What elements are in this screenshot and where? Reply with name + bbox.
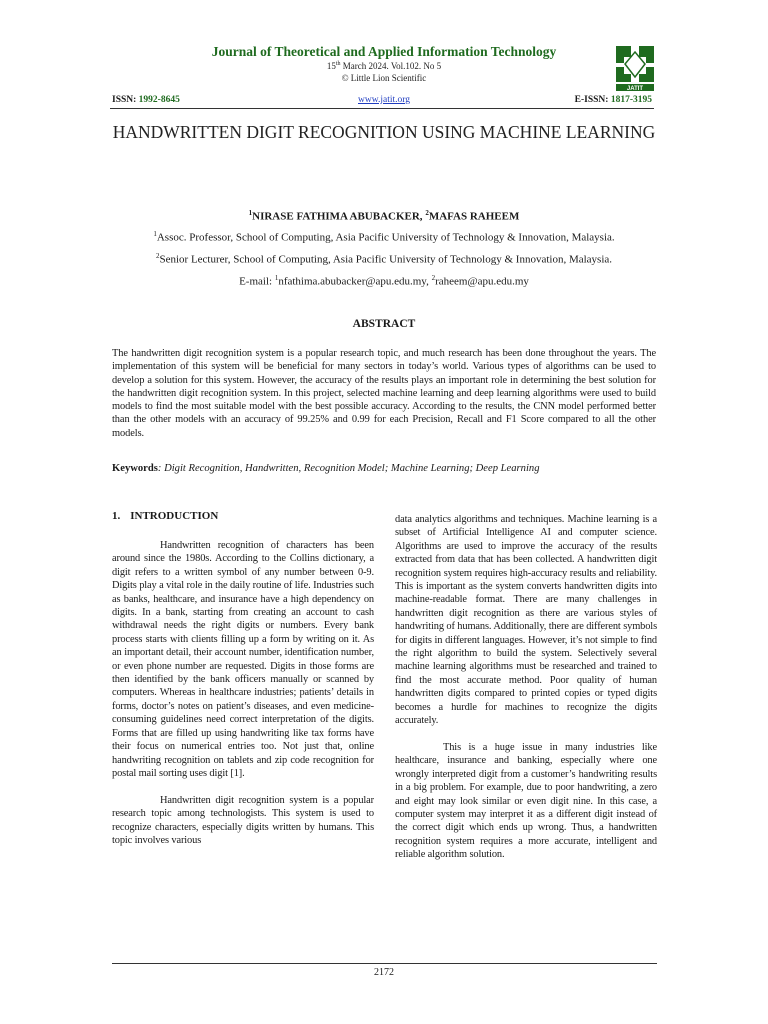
header-divider [110, 108, 654, 109]
email1-sup: 1 [274, 274, 279, 282]
jatit-logo-icon [612, 44, 658, 92]
eissn [575, 95, 652, 105]
affil2-text: Senior Lecturer, School of Computing, Asia Pacific University of Technology & Innovation, Malaysia. [159, 253, 613, 266]
right-column [395, 513, 657, 862]
keywords-line [112, 463, 656, 474]
page-number: 2172 [374, 967, 394, 978]
email1[interactable]: nfathima.abubacker@apu.edu.my, [278, 275, 432, 288]
issn-value: 1992-8645 [138, 95, 180, 105]
author2: MAFAS RAHEEM [428, 210, 520, 223]
email2-sup: 2 [431, 274, 436, 282]
email-label: E-mail: [239, 275, 275, 288]
jatit-logo [612, 44, 658, 92]
affil1-sup: 1 [153, 230, 157, 238]
authors [0, 209, 768, 223]
eissn-label: E-ISSN: [574, 95, 611, 105]
affil1-text: Assoc. Professor, School of Computing, Asia Pacific University of Technology & Innovation, Malaysia. [156, 231, 615, 244]
section-heading [112, 510, 218, 522]
left-column [112, 539, 374, 847]
abstract-body: The handwritten digit recognition system is a popular research topic, and much research has been done throughout the years. The implementation of this system will be beneficial for many sectors in today’s world. Various types of algorithms can be used to develop a solution for this system. However, the accuracy of the results plays an important role in determining the best solution for the handwritten digit recognition system. In this project, selected machine learning and deep learning algorithms were used to build models to find the most suitable model with the best possible accuracy. According to the results, the CNN model performed better than the other models with an accuracy of 99.25% and 0.99 for each Precision, Recall and F1 Score compared to all the other models. [112, 348, 656, 439]
logo-text: JATIT [626, 86, 644, 92]
author1: NIRASE FATHIMA ABUBACKER, [252, 210, 426, 223]
keywords-label: Keywords [112, 463, 158, 474]
keywords-values: : Digit Recognition, Handwritten, Recognition Model; Machine Learning; Deep Learning [157, 463, 540, 474]
paper-title: HANDWRITTEN DIGIT RECOGNITION USING MACHINE LEARNING [112, 122, 656, 142]
issn-label: ISSN: [112, 95, 139, 105]
affiliation-2 [0, 252, 768, 266]
journal-title: Journal of Theoretical and Applied Information Technology [211, 44, 557, 59]
website-link[interactable]: www.jatit.org [358, 95, 410, 105]
footer-divider [112, 963, 657, 964]
section-title: INTRODUCTION [130, 510, 219, 522]
affiliation-1 [0, 230, 768, 244]
eissn-value: 1817-3195 [610, 95, 652, 105]
right-paragraph-2: This is a huge issue in many industries like healthcare, insurance and banking, especially where one wrongly interpreted digit from a customer’s handwriting results in a big problem. For example, due to poor handwriting, a zero and eight may look similar or even digit nine. In this case, a computer system may interpret it as a different digit instead of the correct digit which ends up wrong. Thus, a handwritten recognition system requires a more accurate, intelligent and reliable algorithm solution. [395, 741, 657, 861]
left-paragraph-1: Handwritten recognition of characters has been around since the 1980s. According to the Collins dictionary, a digit refers to a written symbol of any number between 0-9. Digits play a vital role in the daily routine of life. Industries such as banks, healthcare, and insurance have a high dependency on digits. In a bank, starting from creating an account to cash withdrawal needs the right digits or numbers. Every bank process starts with clients filling up a form by writing on it. As an important detail, their account number, identification number, or even phone number are requested. Digits in those forms are then identified by the bank officers manually or scanned by computers. Whereas in healthcare industries; patients’ details in forms, doctor’s notes on patient’s diseases, and even medicine-consuming guidelines need correct interpretation of the digits. Forms that are filled up using handwriting like tax forms have their focus on numerical entries too. Not just that, online handwriting recognition on tablets and zip code recognition for postal mail sorting uses digit [1]. [112, 540, 374, 779]
affil2-sup: 2 [155, 252, 160, 260]
publisher-line: © Little Lion Scientific [341, 73, 427, 83]
left-paragraph-2: Handwritten digit recognition system is a popular research topic among technologists. This system is used to recognize characters, especially digits written by humans. This topic involves various [112, 794, 374, 846]
abstract-heading: ABSTRACT [352, 318, 416, 330]
author1-sup: 1 [248, 209, 253, 217]
email-line [0, 274, 768, 288]
author2-sup: 2 [425, 209, 429, 217]
section-number: 1. [112, 510, 121, 522]
issue-day: 15 [326, 61, 336, 71]
website-line [0, 95, 768, 105]
issue-day-suffix: th [335, 61, 341, 67]
issue-rest: March 2024. Vol.102. No 5 [340, 61, 442, 71]
right-paragraph-1: data analytics algorithms and techniques. Machine learning is a subset of Artificial Intelligence AI and computer science. Algorithms are used to improve the accuracy of the results extracted from data that has been collected. A handwritten digit recognition system requires high-accuracy results and reliability. This is important as the system converts handwritten digits into machine-readable format. There are many challenges in handwritten digit recognition as there are various styles of handwriting of humans. Additionally, there are different symbols for digits in different languages. However, it’s not simple to find the right algorithm to build the system. Selectively several machine learning algorithms must be researched and trained to find the most accurate method. Poor quality of human handwritten digits compared to printed copies or typed digits becomes a hurdle for machines to recognize the digits accurately. [395, 514, 657, 727]
email2[interactable]: raheem@apu.edu.my [435, 275, 529, 288]
